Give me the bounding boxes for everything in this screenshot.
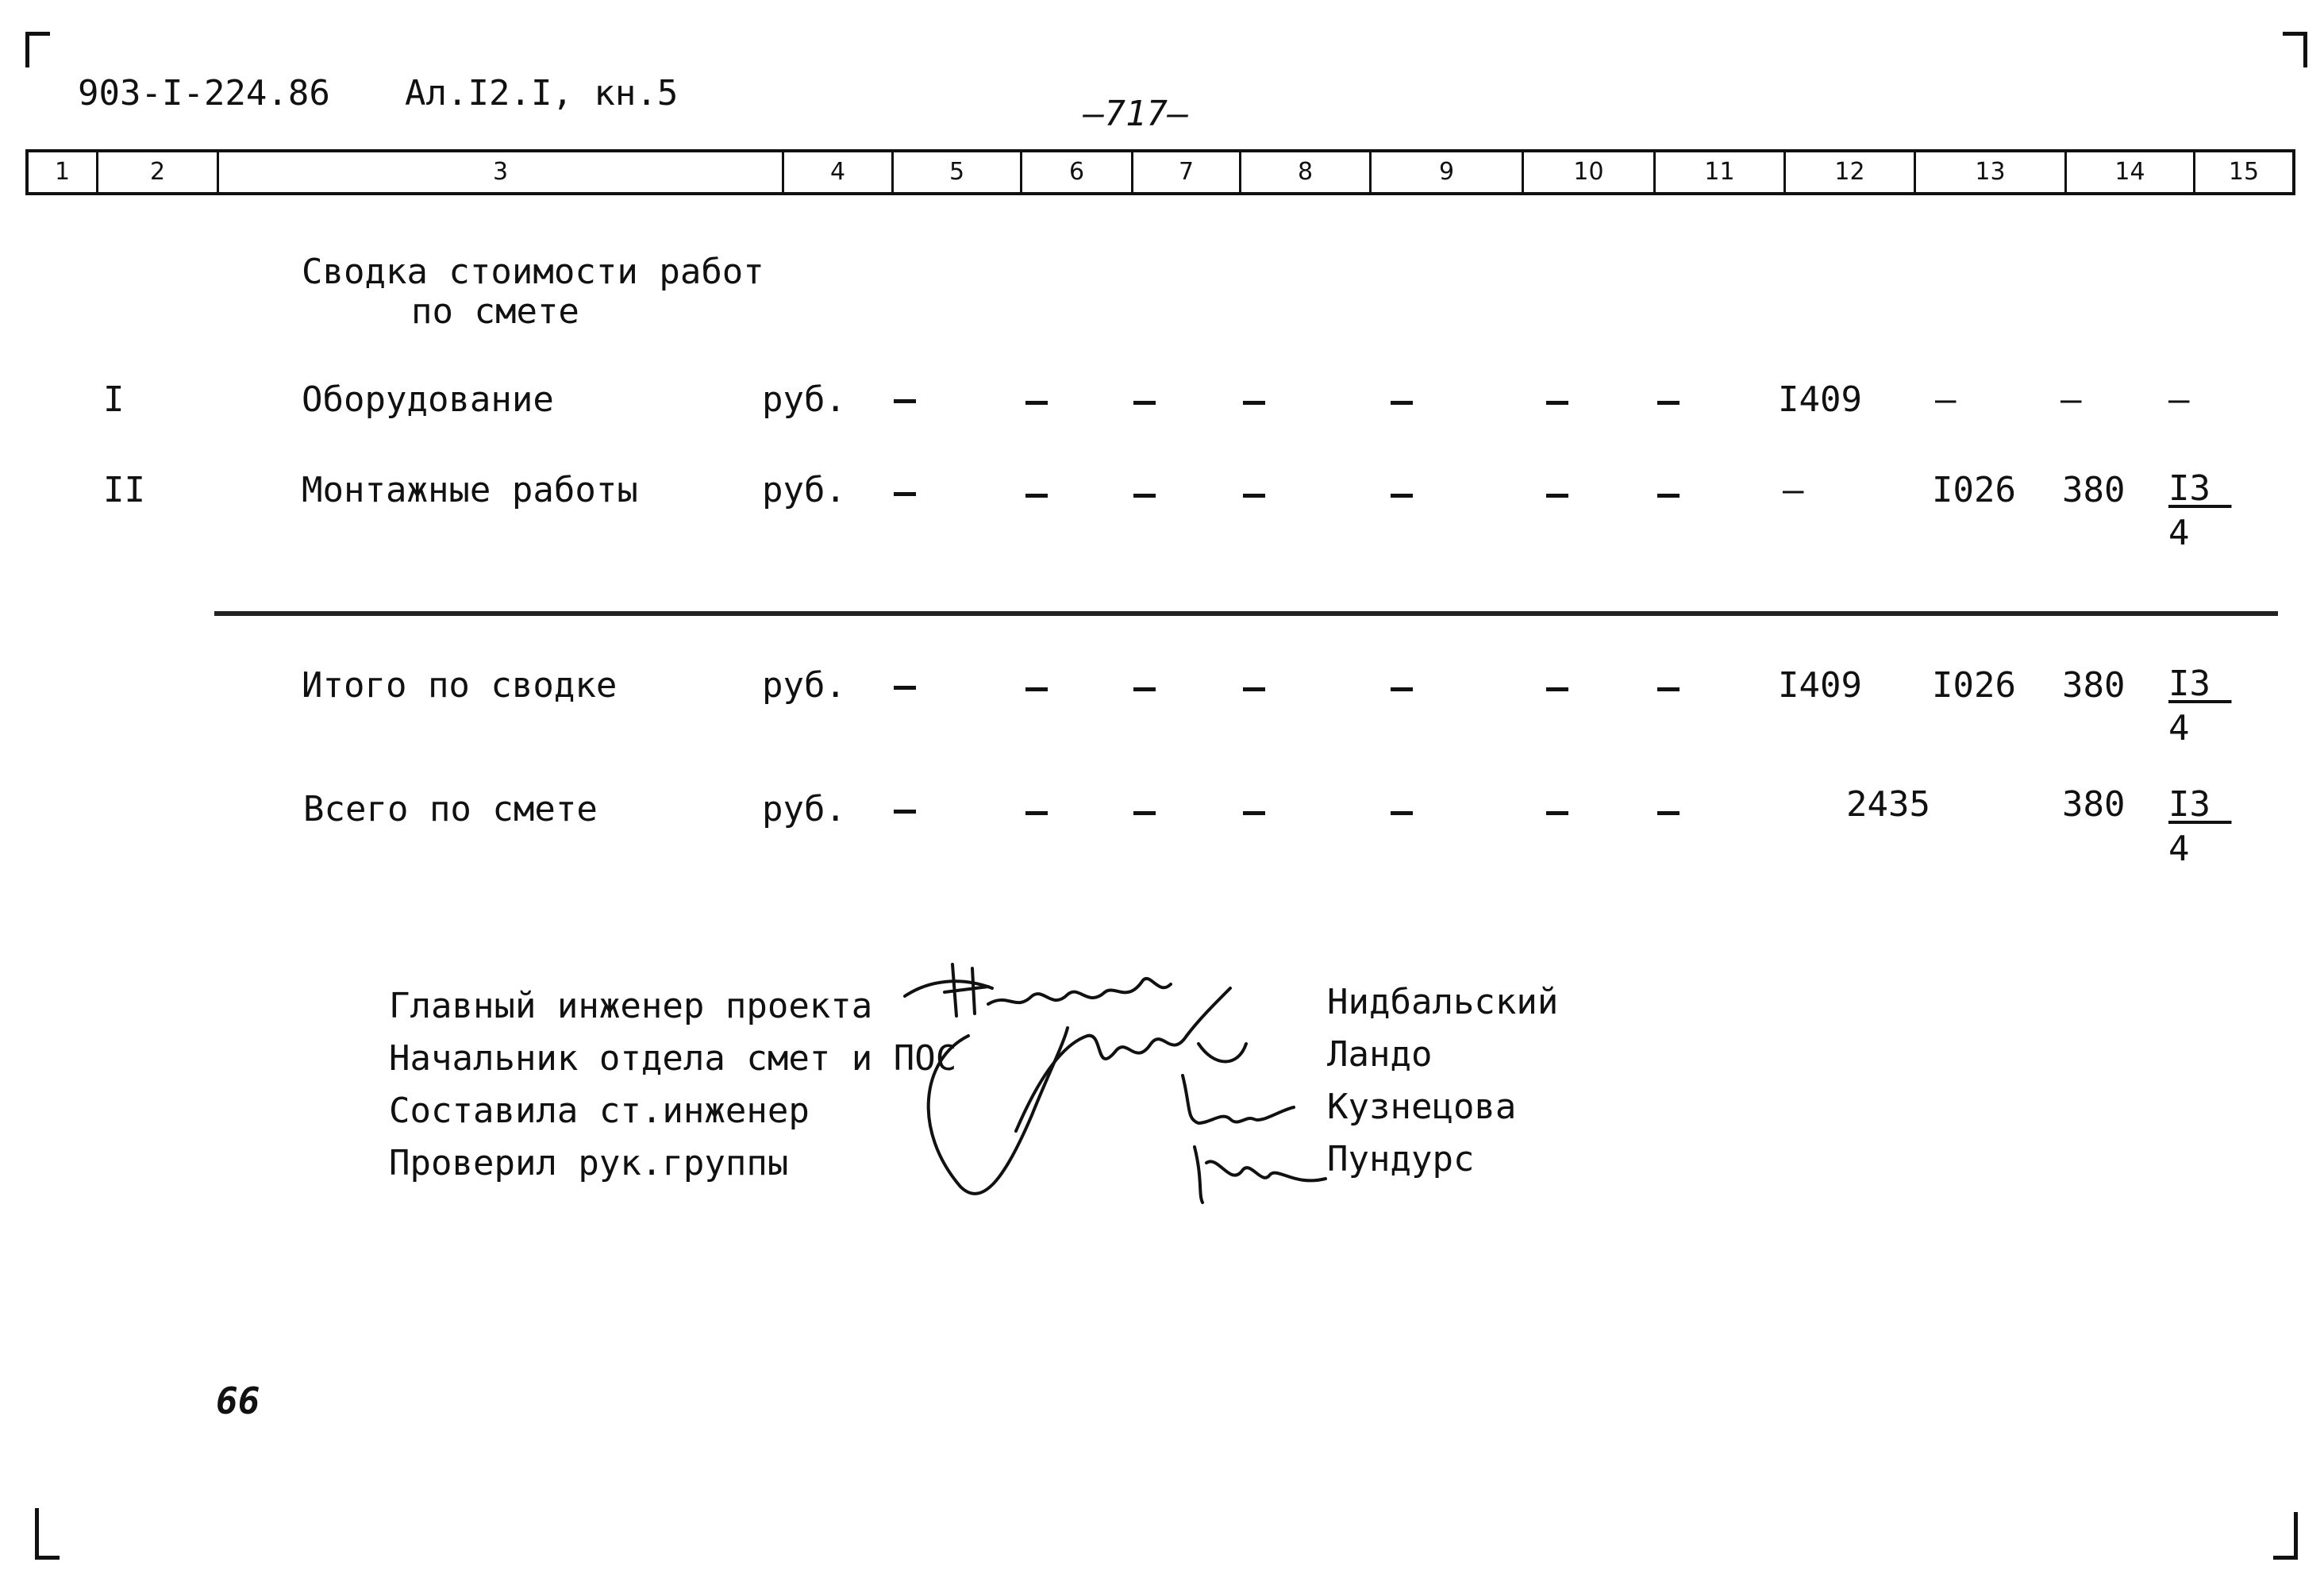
corner-mark-top-right — [2283, 32, 2307, 67]
column-number: 8 — [1241, 152, 1372, 192]
column-number: 6 — [1022, 152, 1133, 192]
total-estimate-unit: руб. — [762, 789, 846, 829]
row-value-col12: – — [1783, 470, 1804, 510]
row-value-col15: – — [2168, 379, 2190, 420]
empty-cell-dash — [1546, 494, 1568, 498]
total-summary-name: Итого по сводке — [302, 665, 618, 706]
empty-cell-dash — [894, 810, 916, 814]
empty-cell-dash — [1546, 811, 1568, 815]
empty-cell-dash — [1391, 494, 1413, 498]
page-number: —717— — [1083, 94, 1189, 134]
column-number: 9 — [1372, 152, 1524, 192]
empty-cell-dash — [894, 686, 916, 690]
column-number: 13 — [1916, 152, 2067, 192]
empty-cell-dash — [1025, 401, 1048, 405]
fraction-denominator: 4 — [2168, 708, 2190, 748]
empty-cell-dash — [1243, 494, 1265, 498]
empty-cell-dash — [1657, 401, 1680, 405]
empty-cell-dash — [1546, 401, 1568, 405]
fraction-denominator: 4 — [2168, 829, 2190, 869]
horizontal-rule — [214, 611, 2278, 616]
empty-cell-dash — [1243, 811, 1265, 815]
fraction-denominator: 4 — [2168, 513, 2190, 553]
empty-cell-dash — [1546, 687, 1568, 691]
signature-roles — [389, 980, 956, 1190]
empty-cell-dash — [1243, 401, 1265, 405]
column-number: 1 — [29, 152, 98, 192]
handwritten-signatures — [897, 948, 1341, 1226]
section-title-line-2: по смете — [411, 291, 579, 332]
row-value-col15-fraction — [2168, 467, 2231, 556]
total-summary-col15-fraction — [2168, 662, 2231, 751]
total-summary-unit: руб. — [762, 665, 846, 706]
total-estimate-col15-fraction — [2168, 783, 2231, 872]
row-index: I — [103, 379, 125, 420]
sheet-number: 66 — [216, 1379, 260, 1422]
signature-stroke — [1199, 1044, 1246, 1062]
row-unit: руб. — [762, 470, 846, 510]
signature-names — [1327, 976, 1558, 1186]
total-estimate-col14: 380 — [2062, 784, 2126, 825]
row-index: II — [103, 470, 145, 510]
column-number: 4 — [784, 152, 894, 192]
column-number: 14 — [2067, 152, 2195, 192]
corner-mark-bottom-right — [2273, 1512, 2298, 1560]
signature-stroke — [945, 964, 988, 1016]
fraction-numerator: I3 — [2168, 468, 2210, 509]
total-summary-col12: I409 — [1778, 665, 1862, 706]
signature-role: Составила ст.инженер — [389, 1091, 810, 1131]
empty-cell-dash — [1133, 687, 1156, 691]
column-number: 10 — [1524, 152, 1656, 192]
fraction-numerator: I3 — [2168, 784, 2210, 825]
section-title — [302, 252, 764, 332]
signature-name: Ландо — [1327, 1034, 1433, 1075]
empty-cell-dash — [1657, 494, 1680, 498]
column-number: 15 — [2228, 158, 2260, 186]
signature-role: Проверил рук.группы — [389, 1143, 789, 1183]
empty-cell-dash — [1243, 687, 1265, 691]
empty-cell-dash — [1133, 494, 1156, 498]
total-estimate-col12-13: 2435 — [1846, 784, 1930, 825]
total-summary-col14: 380 — [2062, 665, 2126, 706]
empty-cell-dash — [1133, 811, 1156, 815]
total-summary-col13: I026 — [1932, 665, 2016, 706]
signature-stroke — [1195, 1147, 1326, 1202]
signature-stroke — [988, 979, 1171, 1004]
total-estimate-name: Всего по смете — [303, 789, 598, 829]
row-value-col13: – — [1935, 379, 1957, 420]
empty-cell-dash — [1657, 811, 1680, 815]
corner-mark-top-left — [25, 32, 50, 67]
signature-stroke — [1183, 1075, 1294, 1123]
album-reference: Ал.I2.I, кн.5 — [405, 73, 679, 114]
empty-cell-dash — [894, 399, 916, 403]
empty-cell-dash — [1391, 811, 1413, 815]
signature-role: Начальник отдела смет и ПОС — [389, 1038, 957, 1079]
document-code: 903-I-224.86 — [78, 73, 330, 114]
empty-cell-dash — [1391, 687, 1413, 691]
empty-cell-dash — [1025, 811, 1048, 815]
column-number: 5 — [894, 152, 1022, 192]
column-number: 12 — [1786, 152, 1916, 192]
corner-mark-bottom-left — [35, 1508, 60, 1560]
empty-cell-dash — [1025, 687, 1048, 691]
empty-cell-dash — [1133, 401, 1156, 405]
empty-cell-dash — [894, 492, 916, 496]
fraction-numerator: I3 — [2168, 664, 2210, 704]
row-unit: руб. — [762, 379, 846, 420]
section-title-line-1: Сводка стоимости работ — [302, 252, 764, 292]
column-number: 11 — [1656, 152, 1786, 192]
row-name: Монтажные работы — [302, 470, 638, 510]
row-value-col14: 380 — [2062, 470, 2126, 510]
signature-role: Главный инженер проекта — [389, 986, 873, 1026]
signature-name: Пундурс — [1327, 1139, 1475, 1179]
signature-name: Нидбальский — [1327, 982, 1559, 1022]
row-value-col14: – — [2060, 379, 2082, 420]
signature-name: Кузнецова — [1327, 1087, 1517, 1127]
empty-cell-dash — [1391, 401, 1413, 405]
empty-cell-dash — [1657, 687, 1680, 691]
row-value-col12: I409 — [1778, 379, 1862, 420]
signature-stroke — [1016, 988, 1230, 1131]
column-number: 3 — [219, 152, 784, 192]
column-number: 2 — [98, 152, 219, 192]
column-number-strip — [25, 149, 2295, 195]
row-name: Оборудование — [302, 379, 554, 420]
column-number: 7 — [1133, 152, 1241, 192]
row-value-col13: I026 — [1932, 470, 2016, 510]
empty-cell-dash — [1025, 494, 1048, 498]
signature-stroke — [929, 1028, 1068, 1194]
